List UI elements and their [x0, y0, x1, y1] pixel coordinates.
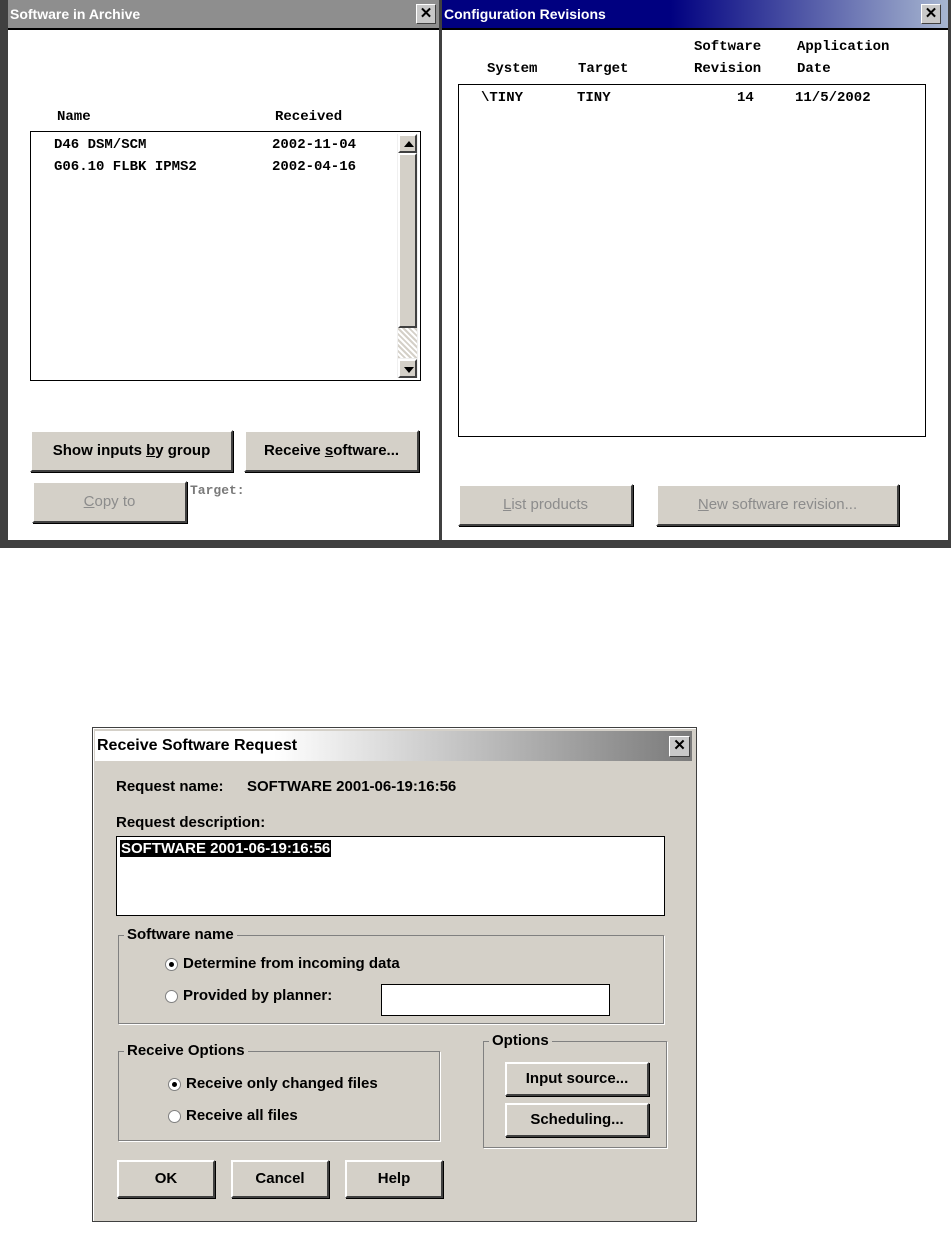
receive-options-legend: Receive Options — [124, 1042, 248, 1059]
scheduling-button[interactable]: Scheduling... — [505, 1103, 649, 1137]
help-button[interactable]: Help — [345, 1160, 443, 1198]
options-legend: Options — [489, 1032, 552, 1049]
input-source-button[interactable]: Input source... — [505, 1062, 649, 1096]
archive-title: Software in Archive — [10, 6, 141, 22]
receive-changed-files-radio[interactable] — [168, 1078, 181, 1091]
config-title: Configuration Revisions — [444, 6, 606, 22]
table-cell-revision: 14 — [737, 90, 754, 106]
top-composite — [0, 0, 951, 548]
scroll-up-button[interactable] — [398, 134, 417, 153]
provided-by-planner-label[interactable]: Provided by planner: — [183, 987, 333, 1004]
archive-close-icon[interactable]: ✕ — [416, 4, 436, 24]
configuration-revisions-window — [442, 0, 948, 540]
request-description-selected-text: SOFTWARE 2001-06-19:16:56 — [121, 840, 331, 857]
new-software-revision-button[interactable] — [656, 484, 899, 526]
vertical-scrollbar[interactable] — [397, 134, 418, 378]
arrow-up-icon — [404, 141, 414, 147]
receive-software-button[interactable] — [244, 430, 419, 472]
receive-options-group — [118, 1051, 440, 1141]
request-description-field[interactable] — [116, 836, 665, 916]
receive-changed-files-label[interactable]: Receive only changed files — [186, 1075, 378, 1092]
arrow-down-icon — [404, 367, 414, 373]
column-header-system[interactable]: System — [487, 61, 538, 77]
radio-selected-dot-icon — [169, 962, 174, 967]
receive-all-files-label[interactable]: Receive all files — [186, 1107, 298, 1124]
list-item-name: D46 DSM/SCM — [54, 137, 147, 153]
column-header-name[interactable]: Name — [57, 109, 91, 125]
list-item[interactable] — [54, 137, 146, 153]
request-name-label: Request name: — [116, 778, 224, 795]
btn-accelerator: s — [324, 442, 334, 459]
btn-text: Receive — [263, 442, 325, 459]
radio-selected-dot-icon — [172, 1082, 177, 1087]
table-cell-system[interactable]: \TINY — [481, 90, 524, 106]
scroll-thumb[interactable] — [398, 153, 417, 328]
scroll-track[interactable] — [398, 328, 417, 358]
list-item-name: G06.10 FLBK IPMS2 — [54, 159, 197, 175]
btn-text: ew software revision... — [708, 496, 858, 513]
column-header-received[interactable]: Received — [275, 109, 343, 125]
copy-to-button[interactable] — [32, 481, 187, 523]
btn-accelerator: L — [502, 496, 512, 513]
config-listbox[interactable] — [458, 84, 926, 437]
archive-listbox[interactable] — [30, 131, 421, 381]
dialog-title: Receive Software Request — [97, 737, 298, 754]
btn-accelerator: b — [146, 442, 156, 459]
table-cell-target: TINY — [577, 90, 611, 106]
btn-text: y group — [155, 442, 211, 459]
list-item-received: 2002-11-04 — [272, 137, 357, 153]
column-header-software-revision-line1[interactable]: Software — [694, 39, 762, 55]
target-label: Target: — [190, 483, 245, 498]
archive-titlebar — [8, 0, 439, 30]
btn-text: ist products — [511, 496, 589, 513]
determine-from-data-label[interactable]: Determine from incoming data — [183, 955, 400, 972]
dialog-titlebar — [95, 731, 692, 761]
table-cell-date: 11/5/2002 — [795, 90, 871, 106]
provided-by-planner-radio[interactable] — [165, 990, 178, 1003]
ok-button[interactable]: OK — [117, 1160, 215, 1198]
btn-accelerator: C — [83, 493, 95, 510]
list-item[interactable] — [54, 159, 197, 175]
software-name-legend: Software name — [124, 926, 237, 943]
request-name-value: SOFTWARE 2001-06-19:16:56 — [247, 778, 457, 795]
dialog-close-icon[interactable]: ✕ — [669, 736, 690, 757]
request-description-label: Request description: — [116, 814, 266, 831]
btn-text: Show inputs — [52, 442, 147, 459]
show-inputs-by-group-button[interactable] — [30, 430, 233, 472]
column-header-target[interactable]: Target — [578, 61, 629, 77]
receive-all-files-radio[interactable] — [168, 1110, 181, 1123]
column-header-application-date-line2[interactable]: Date — [797, 61, 831, 77]
planner-name-input[interactable] — [381, 984, 610, 1016]
cancel-button[interactable]: Cancel — [231, 1160, 329, 1198]
column-header-application-date-line1[interactable]: Application — [797, 39, 890, 55]
btn-text: oftware... — [333, 442, 400, 459]
config-titlebar — [442, 0, 948, 30]
software-in-archive-window — [8, 0, 439, 540]
receive-software-request-dialog — [92, 727, 697, 1222]
determine-from-data-radio[interactable] — [165, 958, 178, 971]
scroll-down-button[interactable] — [398, 359, 417, 378]
btn-accelerator: N — [697, 496, 709, 513]
list-products-button[interactable] — [458, 484, 633, 526]
config-close-icon[interactable]: ✕ — [921, 4, 941, 24]
column-header-software-revision-line2[interactable]: Revision — [694, 61, 762, 77]
btn-text: opy to — [94, 493, 136, 510]
list-item-received: 2002-04-16 — [272, 159, 357, 175]
